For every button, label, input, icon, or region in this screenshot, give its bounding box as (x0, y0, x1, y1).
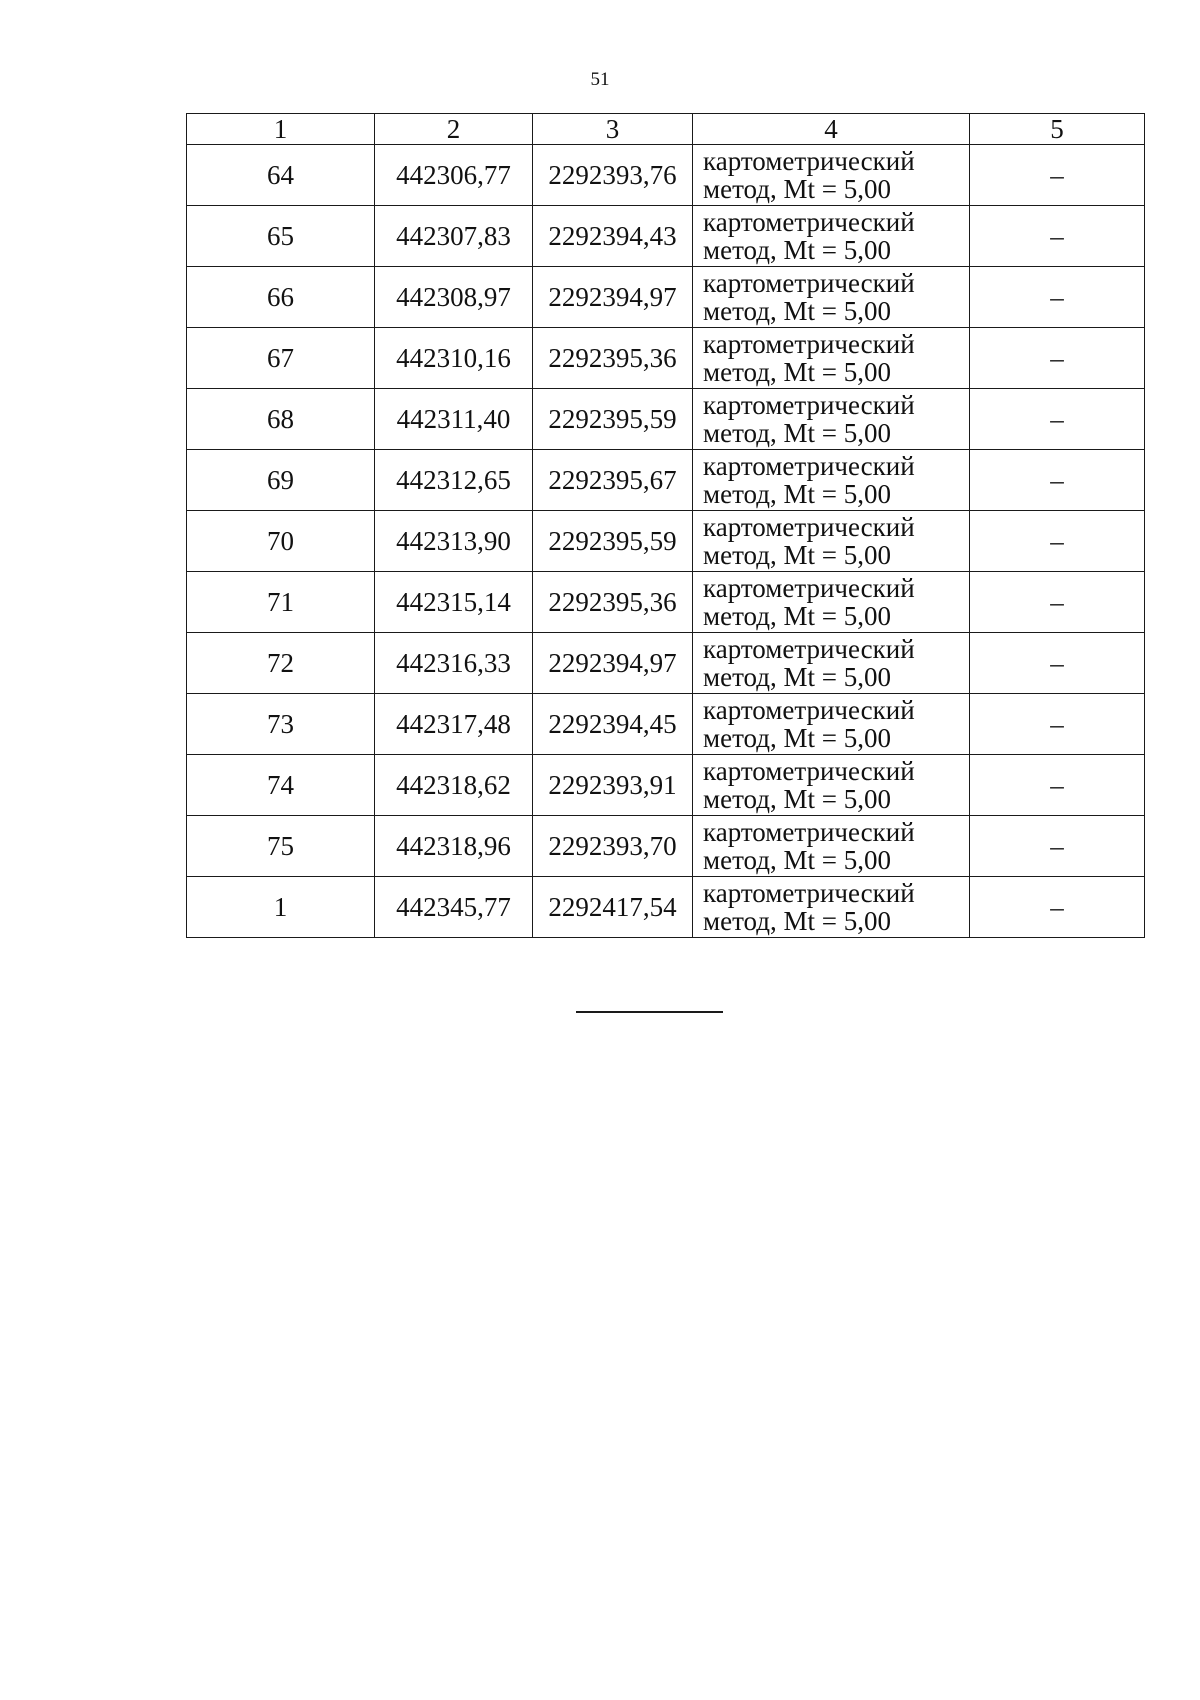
table-row (187, 328, 1145, 389)
y-coordinate-cell: 2292395,36 (533, 572, 693, 633)
point-number-cell: 65 (187, 206, 375, 267)
point-number-cell: 64 (187, 145, 375, 206)
method-line-2: метод, Mt = 5,00 (703, 540, 891, 570)
y-coordinate-cell: 2292394,97 (533, 267, 693, 328)
method-line-1: картометрический (703, 512, 915, 542)
column-5-cell: – (970, 389, 1145, 450)
y-coordinate-cell: 2292394,43 (533, 206, 693, 267)
y-coordinate-cell: 2292394,97 (533, 633, 693, 694)
method-line-1: картометрический (703, 756, 915, 786)
method-line-1: картометрический (703, 634, 915, 664)
column-5-cell: – (970, 145, 1145, 206)
x-coordinate-cell: 442317,48 (375, 694, 533, 755)
y-coordinate-cell: 2292394,45 (533, 694, 693, 755)
method-cell (693, 206, 970, 267)
table-row (187, 694, 1145, 755)
x-coordinate-cell: 442316,33 (375, 633, 533, 694)
method-cell (693, 877, 970, 938)
point-number-cell: 72 (187, 633, 375, 694)
column-5-cell: – (970, 816, 1145, 877)
y-coordinate-cell: 2292393,70 (533, 816, 693, 877)
x-coordinate-cell: 442313,90 (375, 511, 533, 572)
method-line-1: картометрический (703, 573, 915, 603)
table-row (187, 389, 1145, 450)
table-row (187, 816, 1145, 877)
method-line-1: картометрический (703, 878, 915, 908)
x-coordinate-cell: 442318,96 (375, 816, 533, 877)
method-line-2: метод, Mt = 5,00 (703, 357, 891, 387)
x-coordinate-cell: 442308,97 (375, 267, 533, 328)
method-line-2: метод, Mt = 5,00 (703, 418, 891, 448)
point-number-cell: 70 (187, 511, 375, 572)
closing-rule (576, 1011, 723, 1013)
method-line-1: картометрический (703, 390, 915, 420)
method-line-2: метод, Mt = 5,00 (703, 845, 891, 875)
column-header-2: 2 (375, 114, 533, 145)
point-number-cell: 1 (187, 877, 375, 938)
method-cell (693, 572, 970, 633)
table-row (187, 450, 1145, 511)
method-line-2: метод, Mt = 5,00 (703, 784, 891, 814)
coordinates-table (186, 113, 1145, 938)
method-line-1: картометрический (703, 451, 915, 481)
method-line-2: метод, Mt = 5,00 (703, 601, 891, 631)
column-5-cell: – (970, 511, 1145, 572)
point-number-cell: 68 (187, 389, 375, 450)
x-coordinate-cell: 442318,62 (375, 755, 533, 816)
column-5-cell: – (970, 572, 1145, 633)
method-cell (693, 511, 970, 572)
table-row (187, 267, 1145, 328)
page-number: 51 (590, 69, 610, 90)
column-5-cell: – (970, 267, 1145, 328)
method-line-2: метод, Mt = 5,00 (703, 174, 891, 204)
column-5-cell: – (970, 328, 1145, 389)
column-5-cell: – (970, 755, 1145, 816)
column-header-1: 1 (187, 114, 375, 145)
column-5-cell: – (970, 633, 1145, 694)
point-number-cell: 73 (187, 694, 375, 755)
method-cell (693, 267, 970, 328)
method-line-2: метод, Mt = 5,00 (703, 479, 891, 509)
method-line-2: метод, Mt = 5,00 (703, 723, 891, 753)
method-cell (693, 633, 970, 694)
method-cell (693, 450, 970, 511)
point-number-cell: 66 (187, 267, 375, 328)
y-coordinate-cell: 2292395,36 (533, 328, 693, 389)
table-header-row (187, 114, 1145, 145)
method-cell (693, 389, 970, 450)
method-line-2: метод, Mt = 5,00 (703, 906, 891, 936)
table-row (187, 755, 1145, 816)
method-cell (693, 755, 970, 816)
method-line-1: картометрический (703, 268, 915, 298)
method-cell (693, 694, 970, 755)
method-line-1: картометрический (703, 695, 915, 725)
method-line-2: метод, Mt = 5,00 (703, 296, 891, 326)
column-5-cell: – (970, 206, 1145, 267)
column-header-3: 3 (533, 114, 693, 145)
x-coordinate-cell: 442311,40 (375, 389, 533, 450)
x-coordinate-cell: 442310,16 (375, 328, 533, 389)
column-5-cell: – (970, 877, 1145, 938)
x-coordinate-cell: 442312,65 (375, 450, 533, 511)
y-coordinate-cell: 2292395,59 (533, 511, 693, 572)
table-row (187, 511, 1145, 572)
point-number-cell: 67 (187, 328, 375, 389)
method-line-2: метод, Mt = 5,00 (703, 662, 891, 692)
x-coordinate-cell: 442307,83 (375, 206, 533, 267)
table-row (187, 206, 1145, 267)
column-5-cell: – (970, 450, 1145, 511)
table-row (187, 572, 1145, 633)
table-row (187, 877, 1145, 938)
point-number-cell: 69 (187, 450, 375, 511)
y-coordinate-cell: 2292393,91 (533, 755, 693, 816)
method-line-1: картометрический (703, 817, 915, 847)
x-coordinate-cell: 442345,77 (375, 877, 533, 938)
table-body (187, 145, 1145, 938)
method-line-1: картометрический (703, 146, 915, 176)
method-line-2: метод, Mt = 5,00 (703, 235, 891, 265)
column-5-cell: – (970, 694, 1145, 755)
table-row (187, 633, 1145, 694)
x-coordinate-cell: 442315,14 (375, 572, 533, 633)
method-line-1: картометрический (703, 329, 915, 359)
point-number-cell: 75 (187, 816, 375, 877)
method-cell (693, 145, 970, 206)
y-coordinate-cell: 2292417,54 (533, 877, 693, 938)
y-coordinate-cell: 2292393,76 (533, 145, 693, 206)
column-header-4: 4 (693, 114, 970, 145)
x-coordinate-cell: 442306,77 (375, 145, 533, 206)
method-line-1: картометрический (703, 207, 915, 237)
y-coordinate-cell: 2292395,67 (533, 450, 693, 511)
method-cell (693, 816, 970, 877)
point-number-cell: 71 (187, 572, 375, 633)
column-header-5: 5 (970, 114, 1145, 145)
table-header (187, 114, 1145, 145)
y-coordinate-cell: 2292395,59 (533, 389, 693, 450)
table-row (187, 145, 1145, 206)
point-number-cell: 74 (187, 755, 375, 816)
method-cell (693, 328, 970, 389)
